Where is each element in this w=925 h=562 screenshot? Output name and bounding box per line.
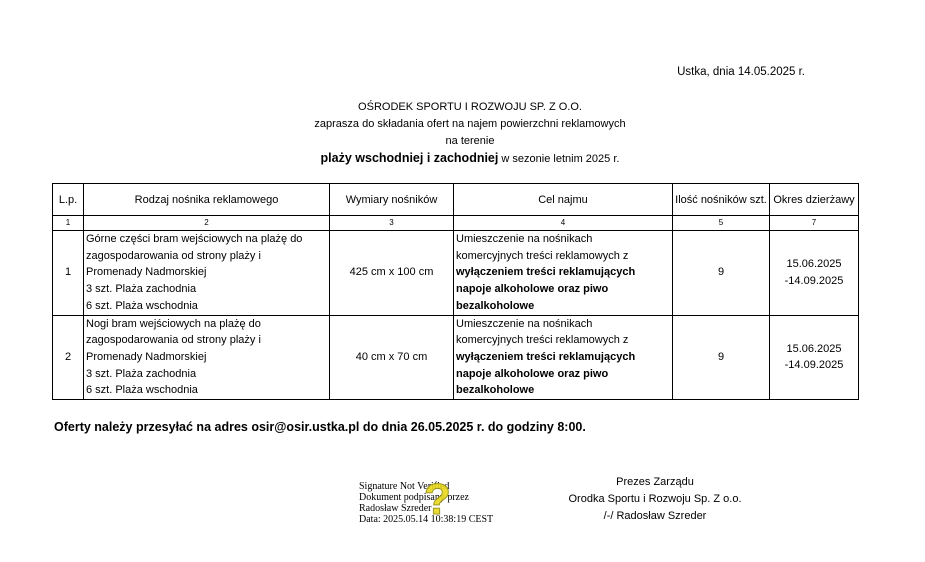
header-lp: L.p. <box>53 184 84 216</box>
signature-name: Radosław Szreder <box>359 503 432 514</box>
row-dimensions: 40 cm x 70 cm <box>330 315 454 400</box>
type-line: Górne części bram wejściowych na plażę do <box>86 233 303 245</box>
advertising-offer-table <box>52 183 859 400</box>
type-line: 6 szt. Plaża wschodnia <box>86 384 198 397</box>
purpose-line: Umieszczenie na nośnikach <box>456 317 593 330</box>
row-period <box>770 315 859 400</box>
type-line: 3 szt. Plaża zachodnia <box>86 367 197 380</box>
document-header <box>270 99 670 168</box>
location-line <box>270 150 670 168</box>
purpose-line: Umieszczenie na nośnikach <box>456 233 593 245</box>
president-block <box>555 474 755 525</box>
purpose-line-bold: napoje alkoholowe oraz piwo <box>456 283 609 296</box>
period-from: 15.06.2025 <box>786 258 842 271</box>
row-lp: 2 <box>53 315 84 400</box>
column-number: 4 <box>454 216 673 231</box>
signature-date: Data: 2025.05.14 10:38:19 CEST <box>359 514 494 525</box>
document-date: Ustka, dnia 14.05.2025 r. <box>677 66 805 78</box>
row-quantity: 9 <box>673 315 770 400</box>
purpose-line-bold: bezalkoholowe <box>456 384 535 397</box>
column-number-row <box>53 216 859 231</box>
type-line: 6 szt. Plaża wschodnia <box>86 299 198 312</box>
submission-note: Oferty należy przesyłać na adres osir@osir.ustka.pl do dnia 26.05.2025 r. do godziny 8:00. <box>54 420 586 434</box>
row-period <box>770 231 859 316</box>
location-intro: na terenie <box>445 135 495 147</box>
purpose-line: komercyjnych treści reklamowych z <box>456 334 629 347</box>
period-from: 15.06.2025 <box>786 342 842 355</box>
row-lp: 1 <box>53 231 84 316</box>
row-type <box>84 231 330 316</box>
invitation-line: zaprasza do składania ofert na najem powierzchni reklamowych <box>314 118 626 130</box>
column-number: 2 <box>84 216 330 231</box>
president-title: Prezes Zarządu <box>616 476 694 488</box>
header-purpose: Cel najmu <box>454 184 673 216</box>
type-line: zagospodarowania od strony plaży i <box>86 249 261 262</box>
location-bold: plaży wschodniej i zachodniej <box>320 151 499 165</box>
question-mark-icon: ? <box>424 475 451 524</box>
season-text: w sezonie letnim 2025 r. <box>498 153 620 165</box>
president-organization: Orodka Sportu i Rozwoju Sp. Z o.o. <box>568 493 742 505</box>
period-to: -14.09.2025 <box>784 359 844 372</box>
period-to: -14.09.2025 <box>784 274 844 287</box>
column-number: 1 <box>53 216 84 231</box>
purpose-line: komercyjnych treści reklamowych z <box>456 249 629 262</box>
purpose-line-bold: wyłączeniem treści reklamujących <box>456 266 636 279</box>
row-dimensions: 425 cm x 100 cm <box>330 231 454 316</box>
header-dimensions: Wymiary nośników <box>330 184 454 216</box>
type-line: zagospodarowania od strony plaży i <box>86 334 261 347</box>
column-number: 5 <box>673 216 770 231</box>
row-purpose <box>454 231 673 316</box>
organization-name: OŚRODEK SPORTU I ROZWOJU SP. Z O.O. <box>358 101 582 113</box>
signature-signed-by: Dokument podpisany przez <box>359 492 469 503</box>
type-line: Nogi bram wejściowych na plażę do <box>86 317 261 330</box>
header-quantity: Ilość nośników szt. <box>673 184 770 216</box>
signature-status: Signature Not Verified <box>359 481 450 492</box>
row-purpose <box>454 315 673 400</box>
column-number: 7 <box>770 216 859 231</box>
row-quantity: 9 <box>673 231 770 316</box>
column-number: 3 <box>330 216 454 231</box>
header-type: Rodzaj nośnika reklamowego <box>84 184 330 216</box>
header-period: Okres dzierżawy <box>770 184 859 216</box>
table-header-row <box>53 184 859 216</box>
president-name: /-/ Radosław Szreder <box>603 510 707 522</box>
purpose-line-bold: wyłączeniem treści reklamujących <box>456 350 636 363</box>
table-row <box>53 231 859 316</box>
type-line: 3 szt. Plaża zachodnia <box>86 283 197 296</box>
row-type <box>84 315 330 400</box>
type-line: Promenady Nadmorskiej <box>86 350 207 363</box>
purpose-line-bold: bezalkoholowe <box>456 299 535 312</box>
table-row <box>53 315 859 400</box>
type-line: Promenady Nadmorskiej <box>86 266 207 279</box>
purpose-line-bold: napoje alkoholowe oraz piwo <box>456 367 609 380</box>
